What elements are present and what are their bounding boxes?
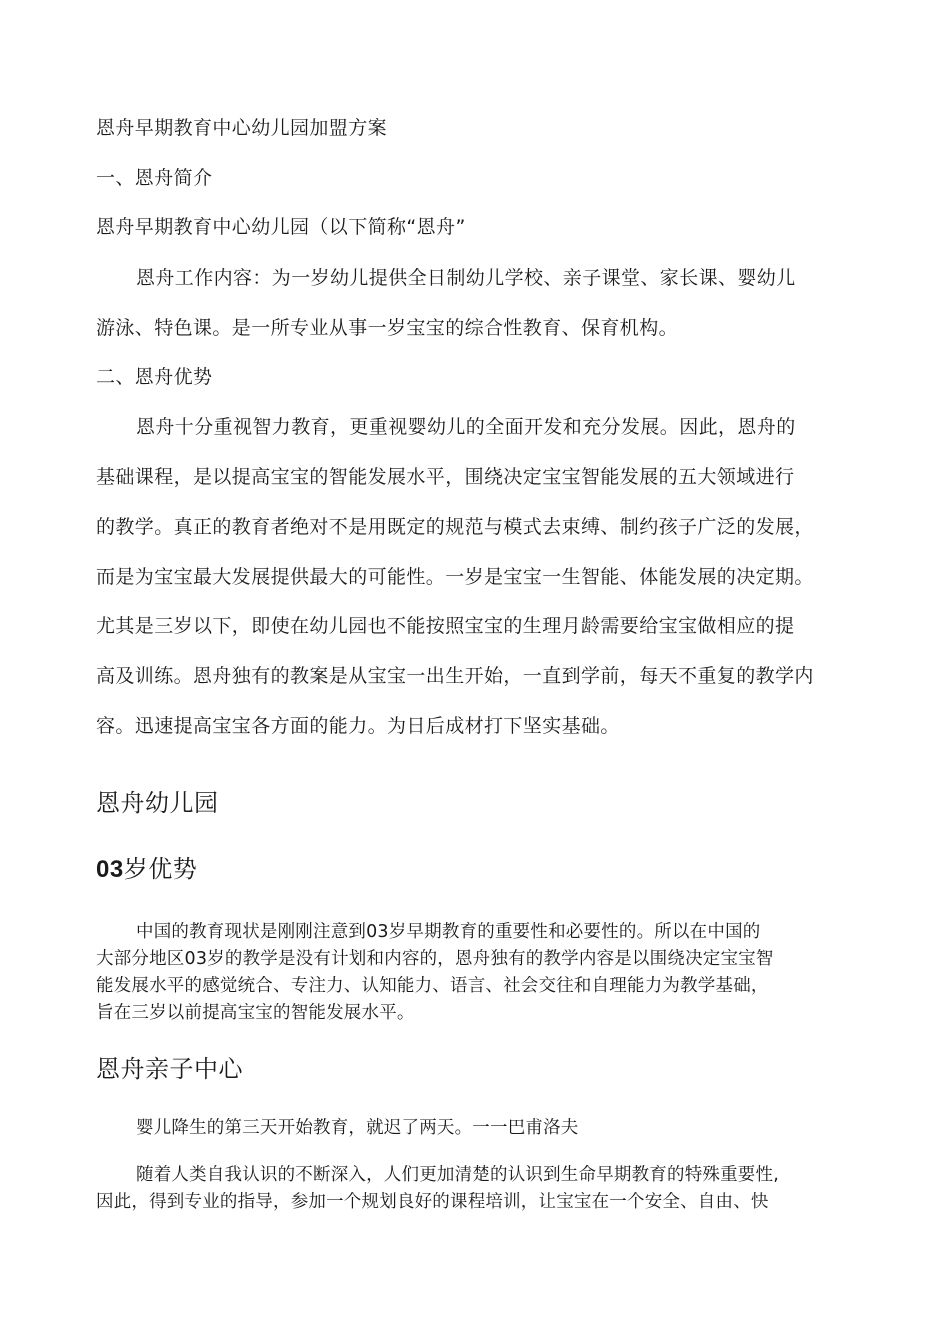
- age-paragraph-line: 中国的教育现状是刚刚注意到03岁早期教育的重要性和必要性的。所以在中国的: [136, 922, 761, 942]
- advantages-paragraph-line: 恩舟十分重视智力教育，更重视婴幼儿的全面开发和充分发展。因此，恩舟的: [136, 416, 796, 438]
- advantages-paragraph-line: 高及训练。恩舟独有的教案是从宝宝一出生开始，一直到学前，每天不重复的教学内: [96, 665, 814, 687]
- age-paragraph-line: 能发展水平的感觉统合、专注力、认知能力、语言、社会交往和自理能力为教学基础，: [96, 976, 769, 996]
- document-title: 恩舟早期教育中心幼儿园加盟方案: [96, 117, 388, 139]
- heading-age-advantage: [96, 849, 197, 884]
- parent-paragraph-line: 因此，得到专业的指导，参加一个规划良好的课程培训，让宝宝在一个安全、自由、快: [96, 1192, 769, 1212]
- age-paragraph-line: 旨在三岁以前提高宝宝的智能发展水平。: [96, 1003, 415, 1023]
- section-heading-intro: 一、恩舟简介: [96, 167, 213, 189]
- heading-age-text: 岁优势: [123, 855, 198, 883]
- intro-line: 恩舟早期教育中心幼儿园（以下简称“恩舟”: [96, 216, 466, 238]
- advantages-paragraph-line: 的教学。真正的教育者绝对不是用既定的规范与模式去束缚、制约孩子广泛的发展，: [96, 516, 814, 538]
- section-heading-advantages: 二、恩舟优势: [96, 366, 213, 388]
- heading-age-number: 03: [96, 856, 124, 883]
- quote-line: 婴儿降生的第三天开始教育，就迟了两天。一一巴甫洛夫: [136, 1118, 579, 1138]
- parent-paragraph-line: 随着人类自我认识的不断深入，人们更加清楚的认识到生命早期教育的特殊重要性,: [136, 1165, 779, 1185]
- advantages-paragraph-line: 容。迅速提高宝宝各方面的能力。为日后成材打下坚实基础。: [96, 715, 620, 737]
- advantages-paragraph-line: 而是为宝宝最大发展提供最大的可能性。一岁是宝宝一生智能、体能发展的决定期。: [96, 566, 814, 588]
- advantages-paragraph-line: 尤其是三岁以下，即使在幼儿园也不能按照宝宝的生理月龄需要给宝宝做相应的提: [96, 615, 795, 637]
- intro-paragraph-line: 游泳、特色课。是一所专业从事一岁宝宝的综合性教育、保育机构。: [96, 317, 679, 339]
- document-page: [96, 0, 834, 1344]
- heading-kindergarten: 恩舟幼儿园: [96, 789, 219, 817]
- intro-paragraph-line: 恩舟工作内容：为一岁幼儿提供全日制幼儿学校、亲子课堂、家长课、婴幼儿: [136, 267, 796, 289]
- heading-parent-center: 恩舟亲子中心: [96, 1055, 243, 1083]
- advantages-paragraph-line: 基础课程，是以提高宝宝的智能发展水平，围绕决定宝宝智能发展的五大领域进行: [96, 466, 795, 488]
- age-paragraph-line: 大部分地区03岁的教学是没有计划和内容的，恩舟独有的教学内容是以围绕决定宝宝智: [96, 949, 774, 969]
